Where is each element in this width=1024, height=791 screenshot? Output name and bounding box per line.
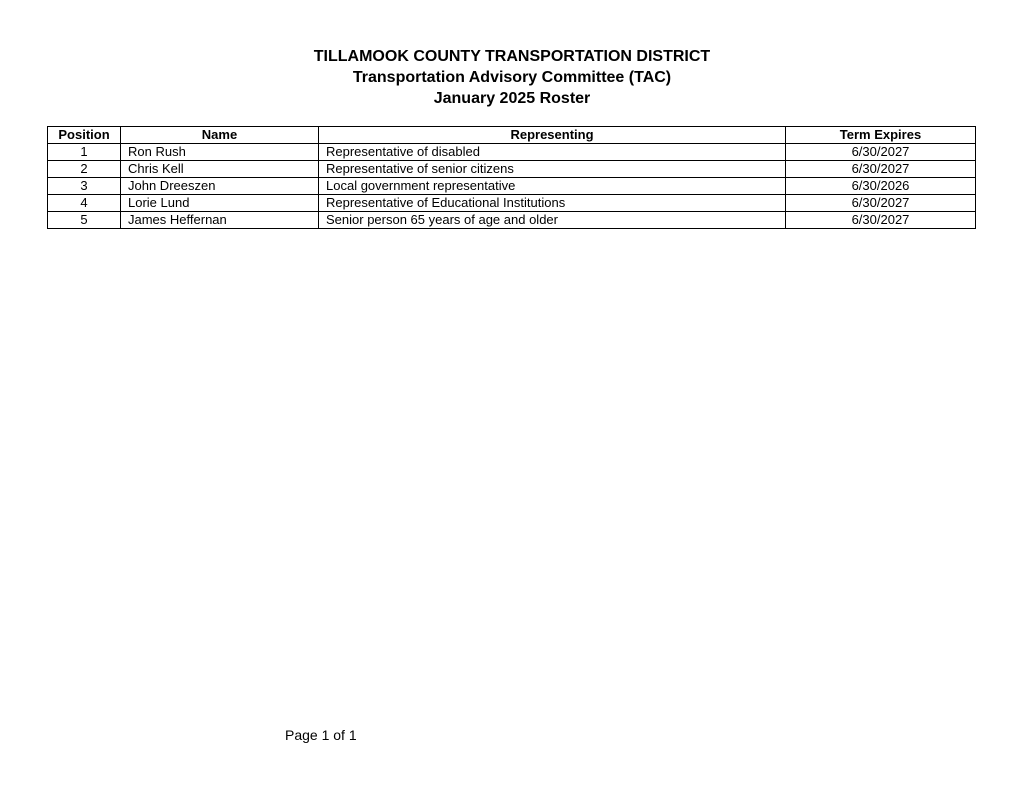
cell-representing: Local government representative	[319, 178, 786, 195]
cell-position: 1	[48, 144, 121, 161]
cell-term-expires: 6/30/2027	[786, 144, 976, 161]
cell-position: 3	[48, 178, 121, 195]
page-number-footer: Page 1 of 1	[285, 727, 357, 743]
cell-representing: Representative of disabled	[319, 144, 786, 161]
cell-term-expires: 6/30/2027	[786, 212, 976, 229]
cell-name: James Heffernan	[121, 212, 319, 229]
roster-table	[47, 126, 976, 229]
title-roster-date: January 2025 Roster	[433, 90, 591, 107]
cell-representing: Representative of senior citizens	[319, 161, 786, 178]
cell-term-expires: 6/30/2027	[786, 195, 976, 212]
cell-term-expires: 6/30/2027	[786, 161, 976, 178]
cell-position: 2	[48, 161, 121, 178]
column-header-name: Name	[121, 127, 319, 144]
title-district: TILLAMOOK COUNTY TRANSPORTATION DISTRICT	[313, 48, 711, 65]
cell-representing: Senior person 65 years of age and older	[319, 212, 786, 229]
table-row	[48, 178, 976, 195]
title-committee: Transportation Advisory Committee (TAC)	[352, 69, 672, 86]
cell-position: 4	[48, 195, 121, 212]
cell-name: John Dreeszen	[121, 178, 319, 195]
cell-name: Ron Rush	[121, 144, 319, 161]
table-header-row	[48, 127, 976, 144]
column-header-representing: Representing	[319, 127, 786, 144]
cell-representing: Representative of Educational Institutions	[319, 195, 786, 212]
document-title-block	[0, 46, 1024, 109]
table-row	[48, 144, 976, 161]
column-header-position: Position	[48, 127, 121, 144]
column-header-term-expires: Term Expires	[786, 127, 976, 144]
cell-name: Lorie Lund	[121, 195, 319, 212]
table-row	[48, 195, 976, 212]
table-row	[48, 212, 976, 229]
cell-name: Chris Kell	[121, 161, 319, 178]
cell-term-expires: 6/30/2026	[786, 178, 976, 195]
cell-position: 5	[48, 212, 121, 229]
table-row	[48, 161, 976, 178]
